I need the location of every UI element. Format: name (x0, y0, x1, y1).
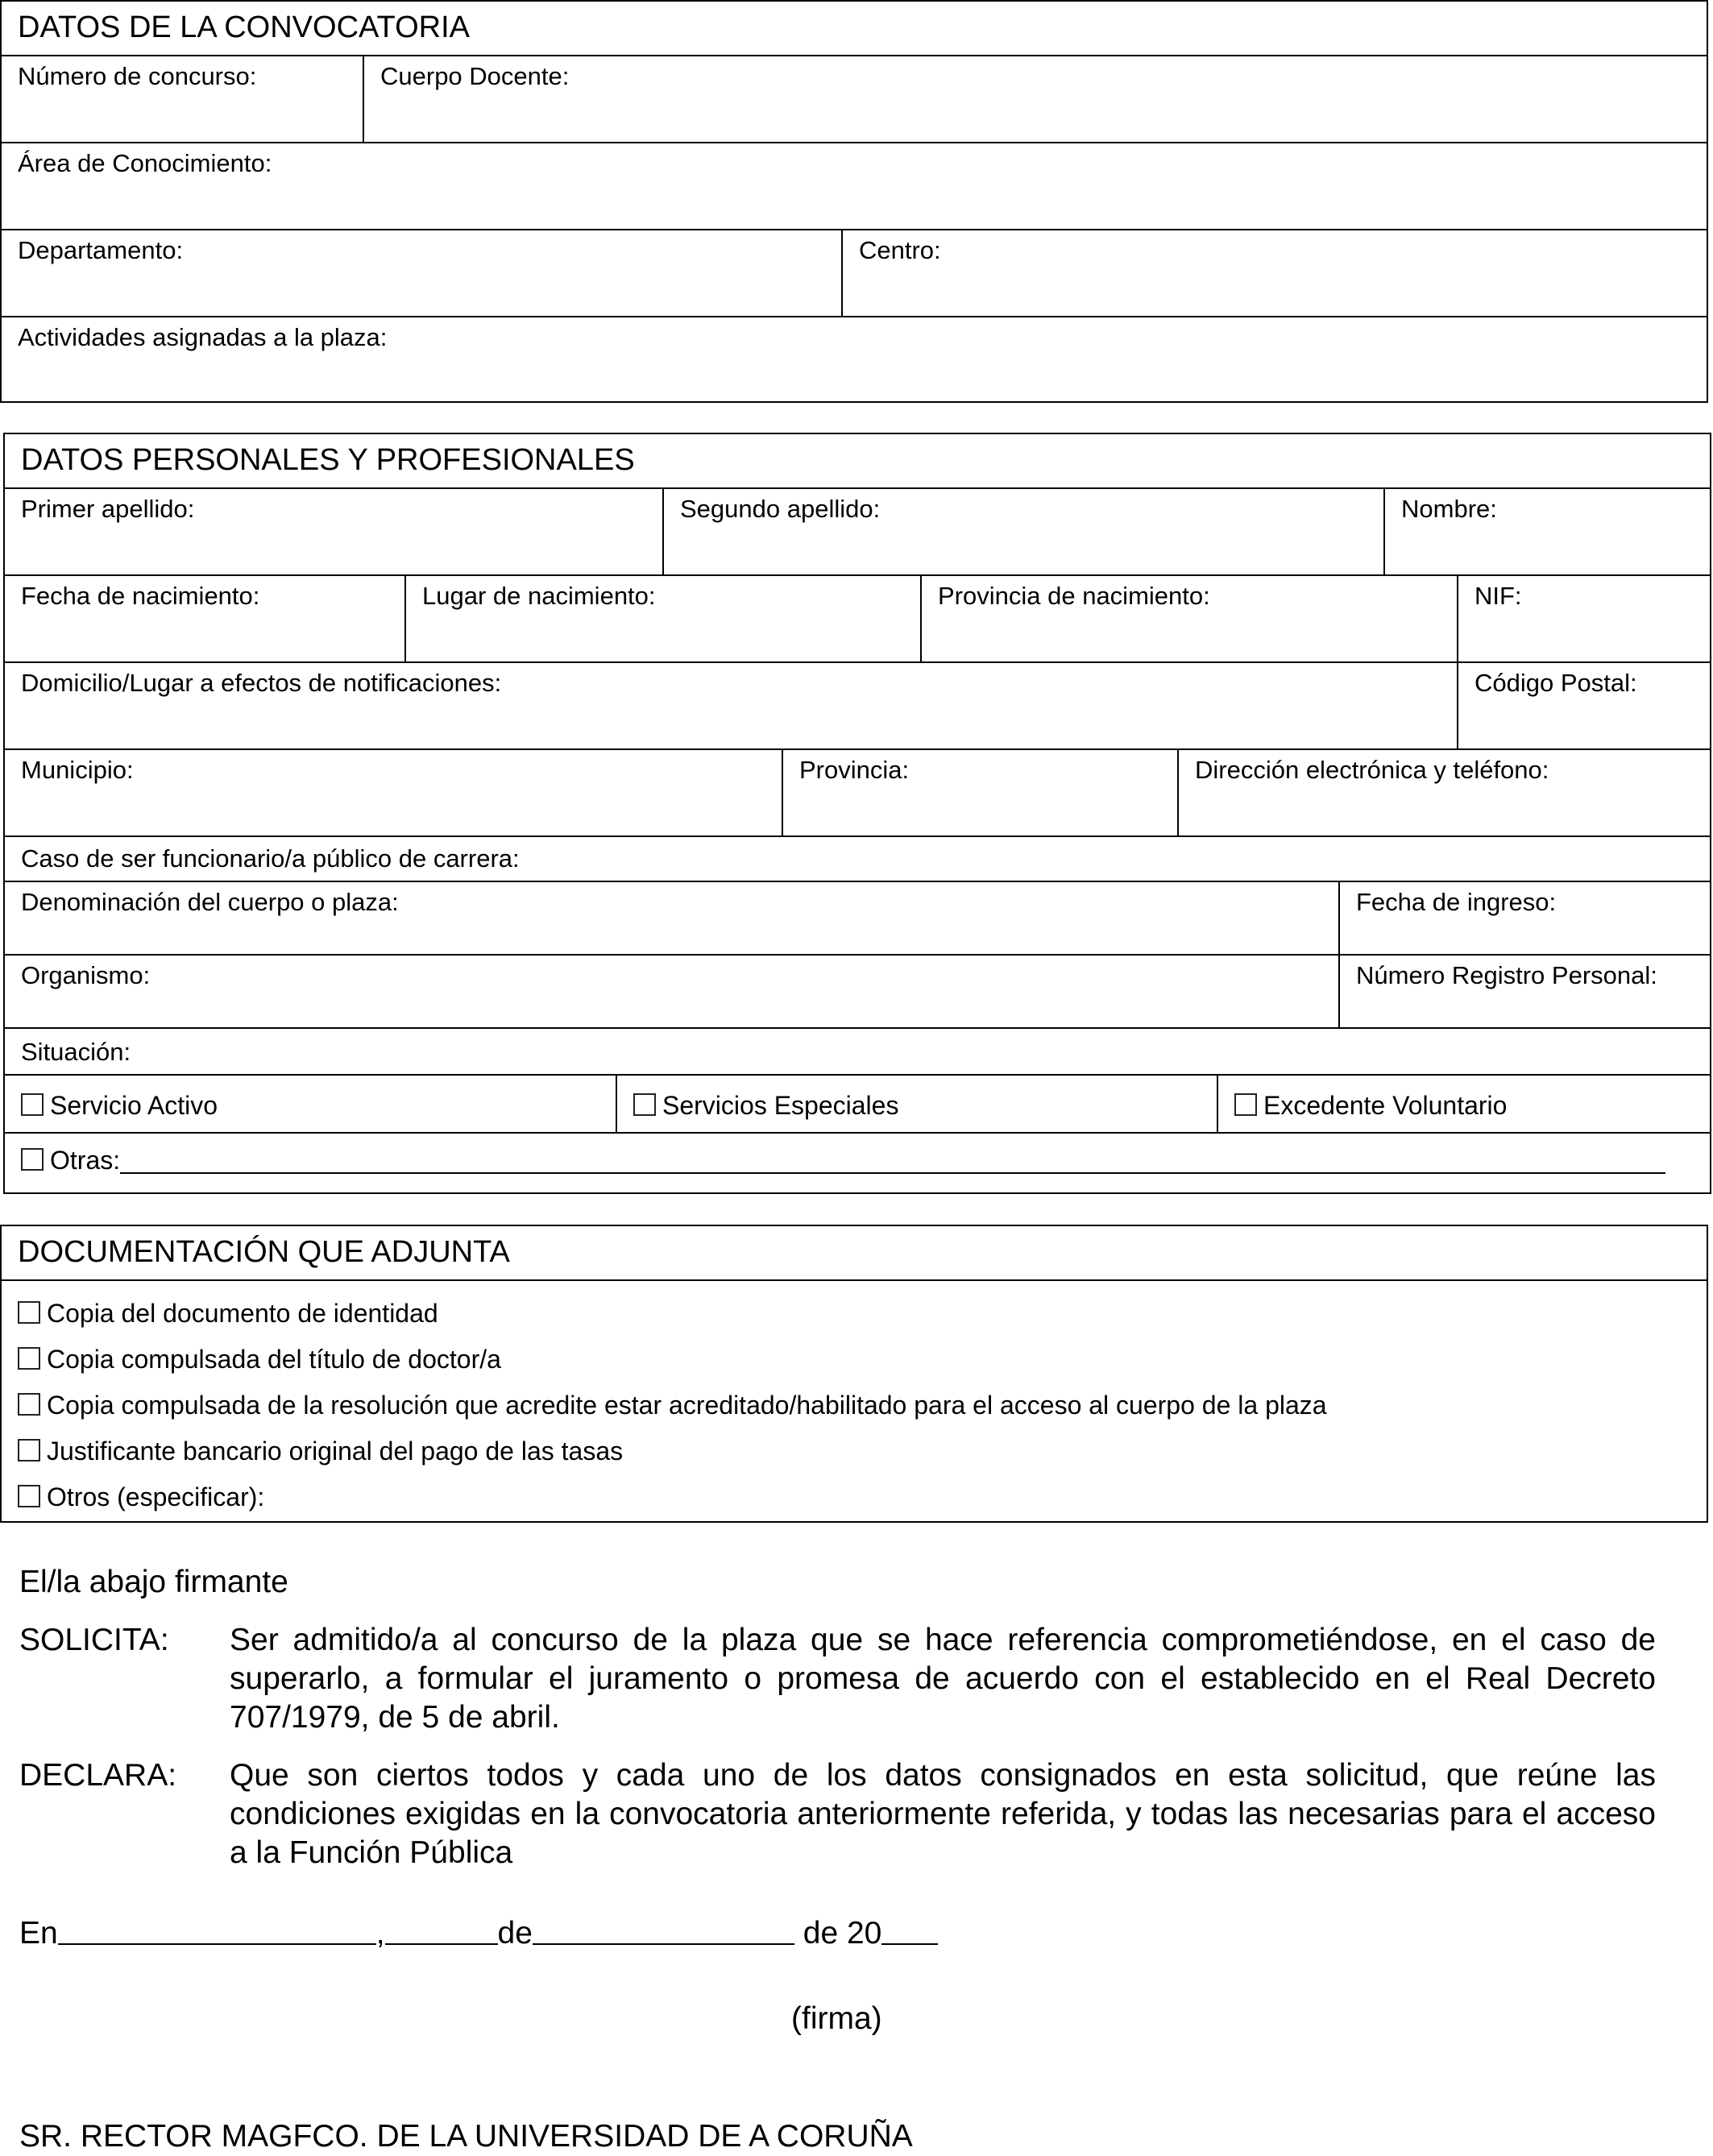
convocatoria-title: DATOS DE LA CONVOCATORIA (18, 10, 470, 44)
otras-checkbox[interactable] (21, 1148, 44, 1171)
doc-item-justificante[interactable] (18, 1428, 1690, 1474)
doc-item-identidad[interactable] (18, 1291, 1690, 1337)
cuerpo-docente-field[interactable] (363, 56, 1707, 142)
departamento-field[interactable] (2, 230, 841, 316)
personales-title: DATOS PERSONALES Y PROFESIONALES (21, 443, 635, 477)
domicilio-field[interactable] (5, 663, 1457, 748)
denominacion-field[interactable] (5, 882, 1338, 954)
provincia-nacimiento-field[interactable] (920, 576, 1457, 661)
doc-checkbox[interactable] (18, 1301, 40, 1324)
organismo-field[interactable] (5, 956, 1338, 1027)
excedente-voluntario-label: Excedente Voluntario (1263, 1091, 1508, 1120)
doc-checkbox[interactable] (18, 1485, 40, 1507)
servicios-especiales-label: Servicios Especiales (662, 1091, 899, 1120)
excedente-voluntario-option[interactable] (1217, 1076, 1710, 1132)
provincia-nacimiento-label: Provincia de nacimiento: (938, 582, 1210, 610)
doc-checkbox[interactable] (18, 1439, 40, 1462)
doc-item-label: Otros (especificar): (47, 1482, 265, 1511)
cuerpo-docente-label: Cuerpo Docente: (380, 62, 570, 90)
servicio-activo-label: Servicio Activo (50, 1091, 218, 1120)
doc-item-resolucion[interactable] (18, 1383, 1690, 1428)
dia-fill[interactable] (385, 1918, 498, 1945)
primer-apellido-field[interactable] (5, 489, 662, 574)
lugar-nacimiento-field[interactable] (404, 576, 920, 661)
domicilio-label: Domicilio/Lugar a efectos de notificaciones: (21, 669, 502, 697)
documentacion-list (2, 1281, 1707, 1520)
doc-item-otros[interactable] (18, 1474, 1690, 1520)
direccion-electronica-field[interactable] (1177, 750, 1710, 835)
codigo-postal-label: Código Postal: (1475, 669, 1637, 697)
provincia-label: Provincia: (799, 756, 910, 784)
documentacion-title: DOCUMENTACIÓN QUE ADJUNTA (18, 1235, 510, 1269)
doc-checkbox[interactable] (18, 1393, 40, 1416)
date-comma: , (375, 1916, 385, 1951)
nif-field[interactable] (1457, 576, 1710, 661)
rector-address: SR. RECTOR MAGFCO. DE LA UNIVERSIDAD DE A CORUÑA (19, 2119, 913, 2154)
numero-concurso-field[interactable] (2, 56, 363, 142)
denominacion-label: Denominación del cuerpo o plaza: (21, 888, 399, 916)
solicita-text: Ser admitido/a al concurso de la plaza que se hace referencia comprometiéndose, en el caso de superarlo, a formular el juramento o promesa de acuerdo con el establecido en el Real Decreto 707/1979, de 5 de abril. (230, 1623, 1656, 1735)
funcionario-label: Caso de ser funcionario/a público de carrera: (21, 844, 520, 873)
municipio-label: Municipio: (21, 756, 134, 784)
declara-text: Que son ciertos todos y cada uno de los datos consignados en esta solicitud, que reúne las condiciones exigidas en la convocatoria anteriormente referida, y todas las necesarias para el acceso a la Función Pública (230, 1758, 1656, 1870)
otras-option[interactable] (5, 1134, 1710, 1190)
convocatoria-section (0, 0, 1708, 403)
provincia-field[interactable] (782, 750, 1177, 835)
nombre-label: Nombre: (1401, 495, 1497, 523)
nombre-field[interactable] (1383, 489, 1710, 574)
firmante-text: El/la abajo firmante (19, 1565, 288, 1599)
actividades-field[interactable] (2, 317, 1707, 400)
centro-field[interactable] (841, 230, 1707, 316)
year-fill[interactable] (881, 1918, 938, 1945)
lugar-fill[interactable] (58, 1918, 376, 1945)
firma-label: (firma) (791, 2001, 882, 2036)
doc-checkbox[interactable] (18, 1347, 40, 1370)
doc-item-label: Copia compulsada del título de doctor/a (47, 1345, 501, 1374)
date-en-label: En (19, 1916, 58, 1951)
doc-item-label: Copia compulsada de la resolución que acredite estar acreditado/habilitado para el acceso al cuerpo de la plaza (47, 1391, 1327, 1420)
personales-section (3, 433, 1711, 1194)
area-conocimiento-field[interactable] (2, 143, 1707, 229)
segundo-apellido-field[interactable] (662, 489, 1383, 574)
documentacion-section (0, 1225, 1708, 1523)
municipio-field[interactable] (5, 750, 782, 835)
date-year-label: de 20 (794, 1916, 882, 1951)
funcionario-heading (5, 837, 1710, 881)
nif-label: NIF: (1475, 582, 1522, 610)
solicita-label: SOLICITA: (19, 1623, 169, 1657)
fecha-ingreso-label: Fecha de ingreso: (1356, 888, 1557, 916)
numero-registro-field[interactable] (1338, 956, 1710, 1027)
organismo-label: Organismo: (21, 961, 151, 989)
primer-apellido-label: Primer apellido: (21, 495, 195, 523)
segundo-apellido-label: Segundo apellido: (680, 495, 881, 523)
departamento-label: Departamento: (18, 236, 184, 264)
area-conocimiento-label: Área de Conocimiento: (18, 149, 272, 177)
servicio-activo-checkbox[interactable] (21, 1093, 44, 1116)
mes-fill[interactable] (533, 1918, 794, 1945)
date-de-label: de (497, 1916, 533, 1951)
fecha-ingreso-field[interactable] (1338, 882, 1710, 954)
codigo-postal-field[interactable] (1457, 663, 1710, 748)
doc-item-label: Justificante bancario original del pago de las tasas (47, 1437, 624, 1466)
actividades-label: Actividades asignadas a la plaza: (18, 323, 388, 351)
direccion-electronica-label: Dirección electrónica y teléfono: (1195, 756, 1549, 784)
servicios-especiales-option[interactable] (616, 1076, 1217, 1132)
date-line (19, 1914, 938, 1953)
otras-label: Otras: (50, 1146, 121, 1175)
doc-item-label: Copia del documento de identidad (47, 1299, 438, 1328)
servicios-especiales-checkbox[interactable] (633, 1093, 656, 1116)
otras-input-line[interactable] (120, 1150, 1665, 1174)
lugar-nacimiento-label: Lugar de nacimiento: (422, 582, 656, 610)
centro-label: Centro: (859, 236, 941, 264)
excedente-voluntario-checkbox[interactable] (1234, 1093, 1257, 1116)
situacion-label: Situación: (21, 1038, 131, 1066)
fecha-nacimiento-field[interactable] (5, 576, 404, 661)
doc-item-titulo[interactable] (18, 1337, 1690, 1383)
servicio-activo-option[interactable] (5, 1076, 616, 1132)
situacion-heading (5, 1029, 1710, 1074)
numero-registro-label: Número Registro Personal: (1356, 961, 1657, 989)
declara-label: DECLARA: (19, 1758, 177, 1793)
fecha-nacimiento-label: Fecha de nacimiento: (21, 582, 260, 610)
numero-concurso-label: Número de concurso: (18, 62, 257, 90)
